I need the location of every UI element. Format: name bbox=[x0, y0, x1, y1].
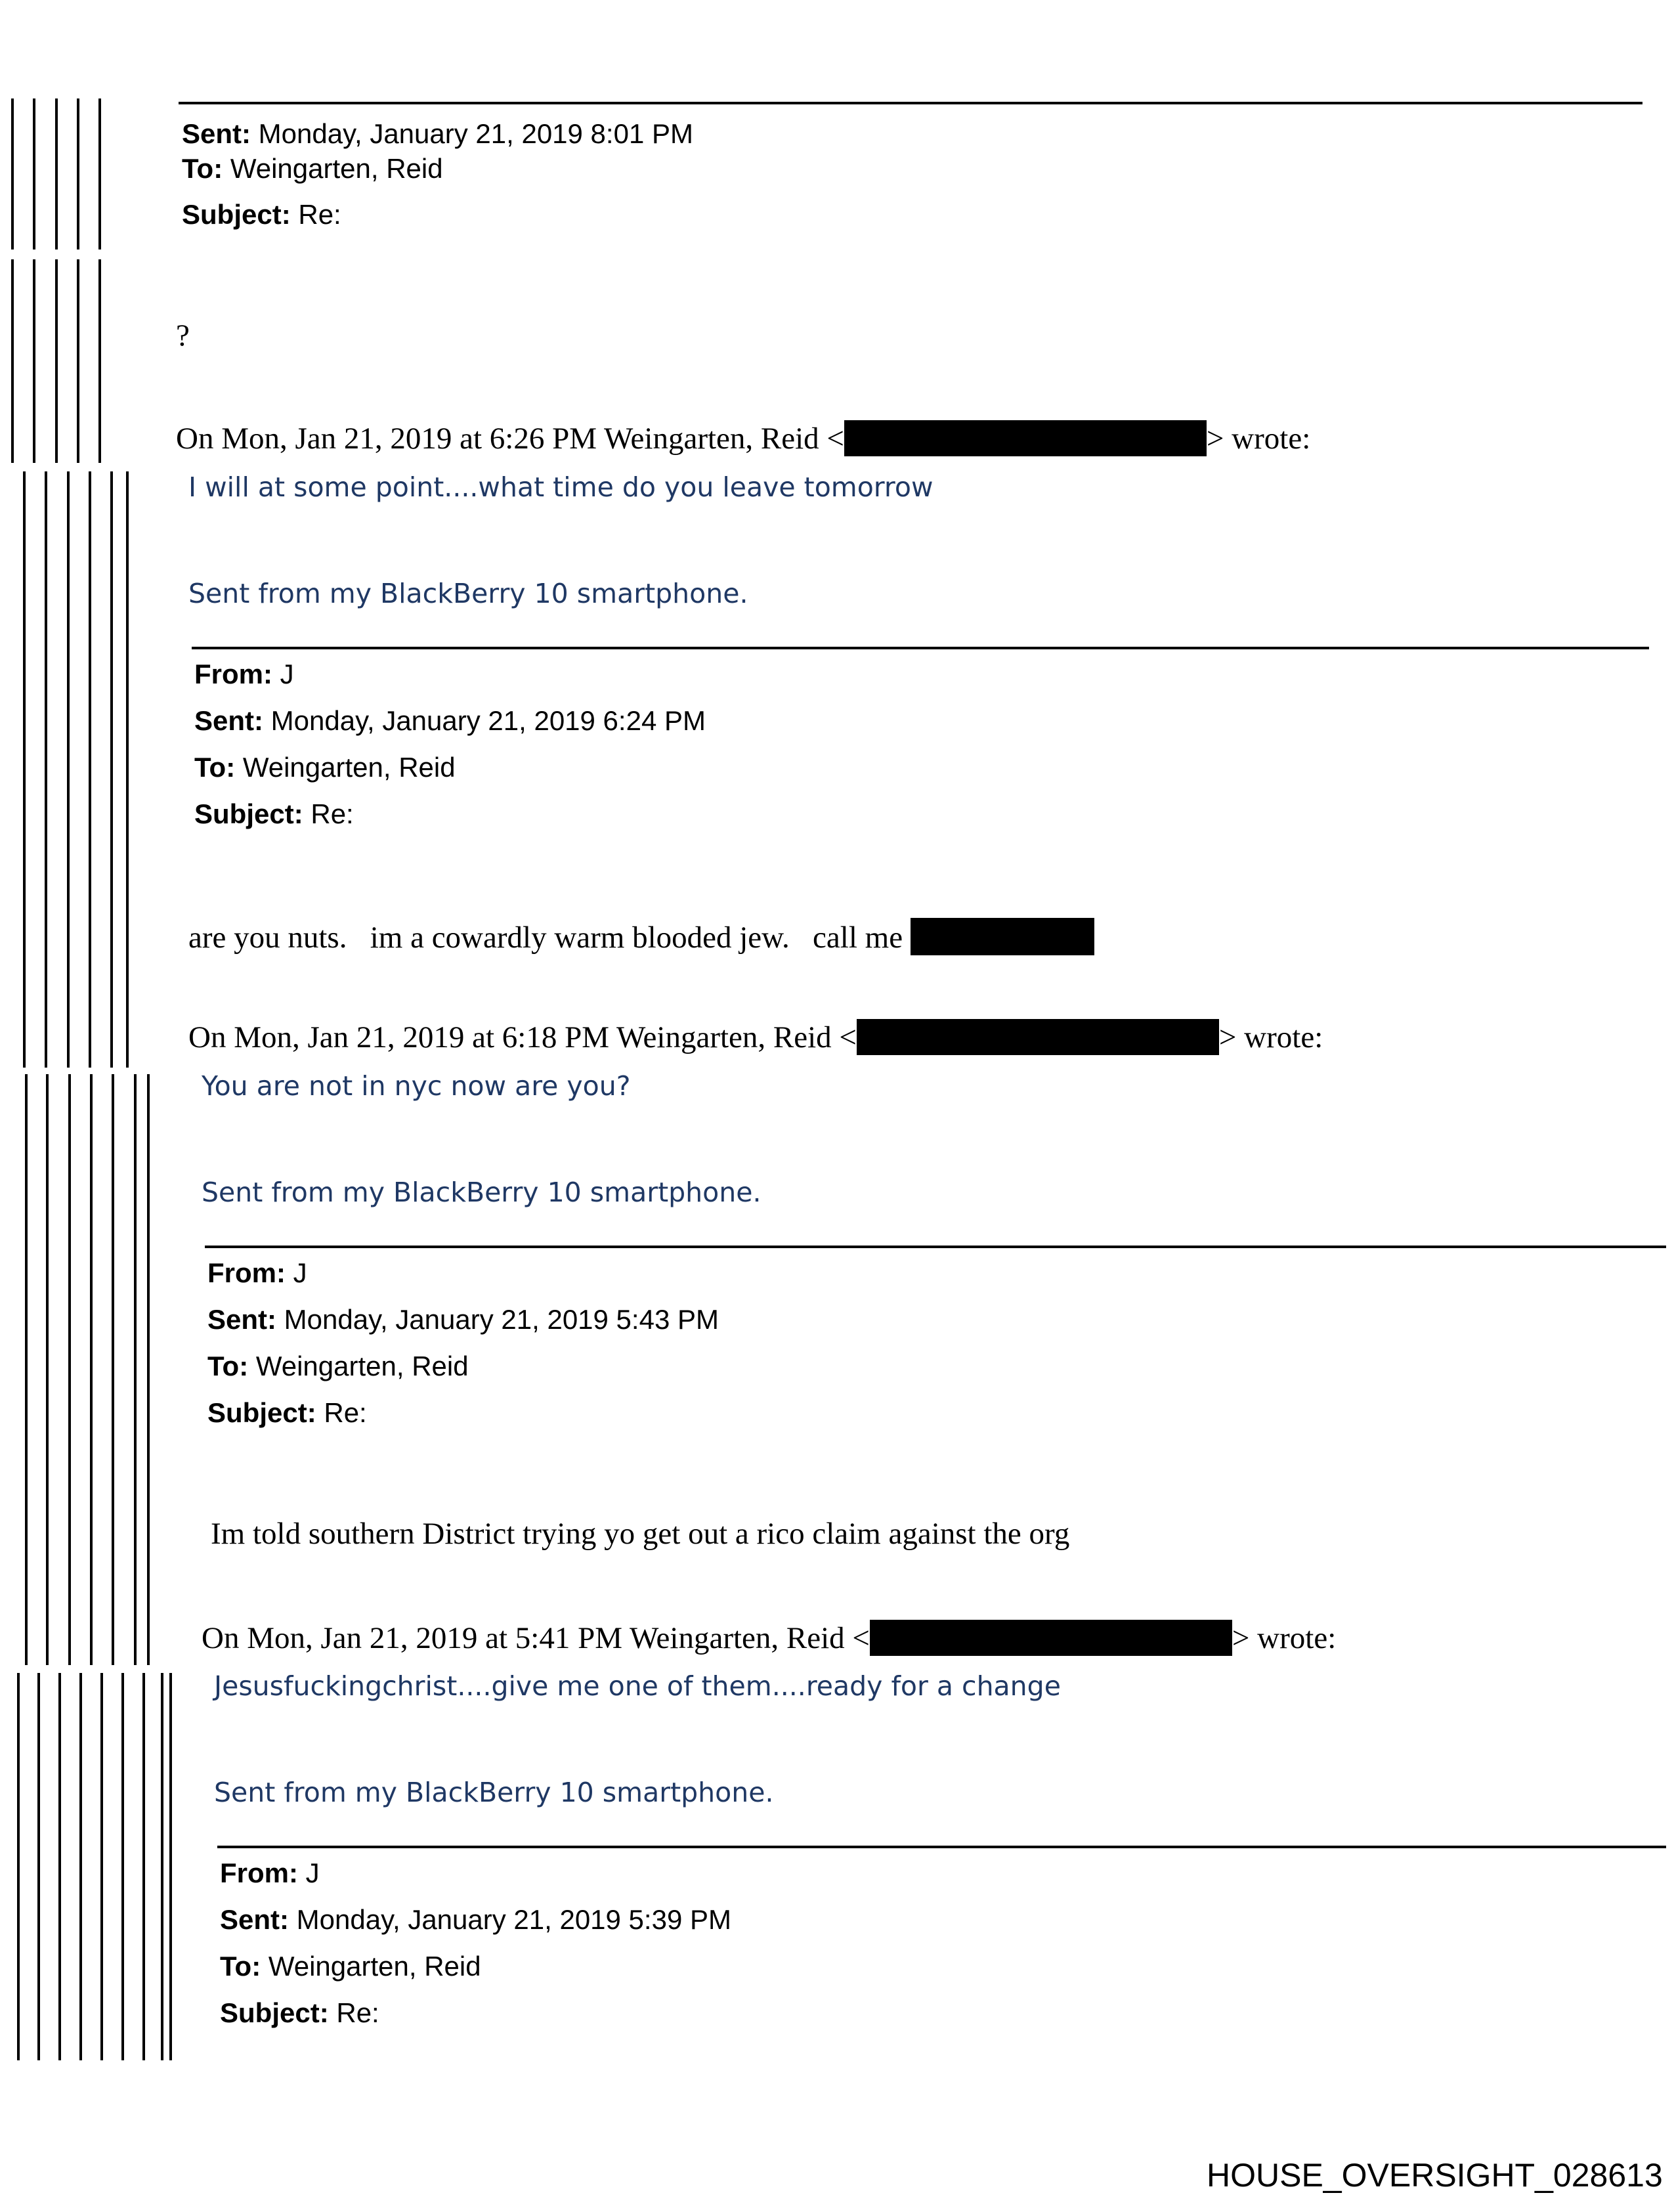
message-body-text: are you nuts. im a cowardly warm blooded jew. call me bbox=[188, 921, 903, 955]
subject-label: Subject: bbox=[207, 1397, 316, 1428]
quote-bar bbox=[11, 259, 14, 463]
quote-bar bbox=[89, 471, 91, 1068]
quote-bar bbox=[77, 98, 79, 249]
blackberry-signature: Sent from my BlackBerry 10 smartphone. bbox=[202, 1177, 762, 1208]
quote-bar bbox=[147, 1074, 150, 1665]
sent-line bbox=[207, 1306, 719, 1334]
subject-line bbox=[182, 201, 341, 228]
message-body bbox=[188, 918, 1094, 955]
quote-bar bbox=[100, 1673, 103, 2060]
to-line bbox=[207, 1353, 469, 1380]
subject-value: Re: bbox=[311, 798, 354, 829]
quoted-message-body: Jesusfuckingchrist....give me one of them....ready for a change bbox=[214, 1670, 1061, 1702]
quote-intro bbox=[202, 1620, 1336, 1656]
quote-bar bbox=[112, 1074, 114, 1665]
quote-intro-text: On Mon, Jan 21, 2019 at 6:18 PM Weingarten, Reid < bbox=[188, 1020, 857, 1054]
to-value: Weingarten, Reid bbox=[255, 1351, 469, 1381]
subject-value: Re: bbox=[324, 1397, 367, 1428]
from-value: J bbox=[280, 659, 294, 689]
quote-intro-text: On Mon, Jan 21, 2019 at 6:26 PM Weingarten, Reid < bbox=[176, 422, 844, 456]
sent-label: Sent: bbox=[220, 1904, 289, 1935]
quoted-message-body: I will at some point....what time do you leave tomorrow bbox=[188, 471, 934, 503]
quote-intro-suffix: > wrote: bbox=[1218, 1020, 1323, 1054]
quote-bar bbox=[121, 1673, 124, 2060]
quote-bar bbox=[33, 98, 35, 249]
quote-bar bbox=[169, 1673, 172, 2060]
subject-label: Subject: bbox=[220, 1997, 329, 2028]
quote-intro bbox=[188, 1019, 1323, 1055]
quote-bar bbox=[25, 1074, 28, 1665]
sent-label: Sent: bbox=[207, 1304, 276, 1335]
from-label: From: bbox=[220, 1857, 298, 1888]
subject-value: Re: bbox=[298, 199, 341, 230]
message-body: Im told southern District trying yo get out a rico claim against the org bbox=[211, 1517, 1070, 1551]
to-label: To: bbox=[207, 1351, 249, 1381]
to-label: To: bbox=[220, 1951, 261, 1982]
to-value: Weingarten, Reid bbox=[230, 153, 443, 184]
sent-line bbox=[220, 1906, 731, 1934]
quote-bar bbox=[161, 1673, 163, 2060]
header-divider bbox=[179, 102, 1642, 104]
quote-bar bbox=[98, 259, 101, 463]
subject-label: Subject: bbox=[182, 199, 291, 230]
sent-label: Sent: bbox=[182, 118, 251, 149]
quote-bar bbox=[79, 1673, 82, 2060]
sent-value: Monday, January 21, 2019 5:39 PM bbox=[296, 1904, 731, 1935]
subject-label: Subject: bbox=[194, 798, 303, 829]
quote-bar bbox=[33, 259, 35, 463]
blackberry-signature: Sent from my BlackBerry 10 smartphone. bbox=[188, 578, 748, 609]
header-divider bbox=[217, 1846, 1666, 1848]
quote-bar bbox=[11, 98, 14, 249]
blackberry-signature: Sent from my BlackBerry 10 smartphone. bbox=[214, 1777, 774, 1808]
message-body: ? bbox=[176, 318, 190, 353]
header-divider bbox=[205, 1246, 1666, 1248]
redaction-box bbox=[911, 918, 1094, 955]
from-line bbox=[220, 1859, 320, 1887]
from-value: J bbox=[305, 1857, 320, 1888]
to-label: To: bbox=[194, 752, 236, 783]
quote-bar bbox=[142, 1673, 145, 2060]
quote-intro bbox=[176, 420, 1310, 456]
to-line bbox=[194, 754, 456, 781]
quote-bar bbox=[58, 1673, 61, 2060]
quote-bar bbox=[68, 1074, 71, 1665]
to-value: Weingarten, Reid bbox=[242, 752, 456, 783]
subject-line bbox=[194, 800, 354, 828]
to-line bbox=[220, 1953, 481, 1980]
bates-number: HOUSE_OVERSIGHT_028613 bbox=[1207, 2157, 1663, 2194]
to-value: Weingarten, Reid bbox=[268, 1951, 481, 1982]
from-label: From: bbox=[207, 1257, 286, 1288]
quote-intro-suffix: > wrote: bbox=[1232, 1621, 1337, 1655]
quote-intro-suffix: > wrote: bbox=[1206, 422, 1311, 456]
sent-value: Monday, January 21, 2019 6:24 PM bbox=[270, 705, 706, 736]
redaction-box bbox=[844, 420, 1207, 456]
quoted-message-body: You are not in nyc now are you? bbox=[202, 1070, 631, 1102]
quote-bar bbox=[110, 471, 113, 1068]
quote-bar bbox=[45, 471, 47, 1068]
quote-bar bbox=[55, 259, 58, 463]
quote-bar bbox=[23, 471, 26, 1068]
sent-value: Monday, January 21, 2019 8:01 PM bbox=[258, 118, 693, 149]
from-value: J bbox=[293, 1257, 307, 1288]
from-line bbox=[194, 661, 294, 688]
subject-value: Re: bbox=[336, 1997, 379, 2028]
quote-bar bbox=[17, 1673, 20, 2060]
to-label: To: bbox=[182, 153, 223, 184]
sent-value: Monday, January 21, 2019 5:43 PM bbox=[284, 1304, 719, 1335]
subject-line bbox=[220, 1999, 379, 2027]
quote-bar bbox=[46, 1074, 49, 1665]
header-divider bbox=[192, 647, 1649, 649]
quote-bar bbox=[55, 98, 58, 249]
redaction-box bbox=[870, 1620, 1232, 1656]
quote-bar bbox=[77, 259, 79, 463]
redaction-box bbox=[857, 1019, 1219, 1055]
quote-bar bbox=[37, 1673, 40, 2060]
quote-intro-text: On Mon, Jan 21, 2019 at 5:41 PM Weingarten, Reid < bbox=[202, 1621, 870, 1655]
quote-bar bbox=[126, 471, 129, 1068]
quote-bar bbox=[90, 1074, 93, 1665]
sent-line bbox=[182, 120, 693, 148]
from-label: From: bbox=[194, 659, 272, 689]
to-line bbox=[182, 155, 443, 183]
sent-label: Sent: bbox=[194, 705, 263, 736]
from-line bbox=[207, 1259, 307, 1287]
quote-bar bbox=[98, 98, 101, 249]
subject-line bbox=[207, 1399, 367, 1427]
quote-bar bbox=[67, 471, 70, 1068]
sent-line bbox=[194, 707, 706, 735]
quote-bar bbox=[134, 1074, 137, 1665]
